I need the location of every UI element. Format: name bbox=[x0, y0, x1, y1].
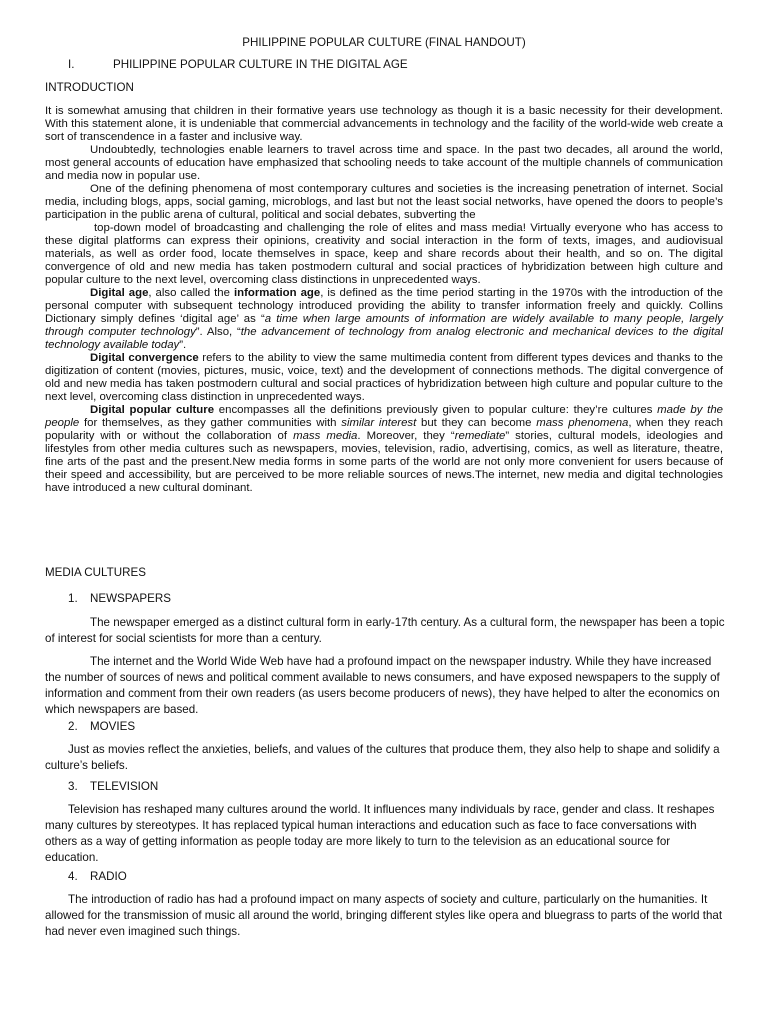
term-digital-popular-culture: Digital popular culture bbox=[90, 404, 215, 416]
text-run: ”. bbox=[179, 339, 187, 351]
radio-body bbox=[45, 892, 725, 940]
text-run: . Moreover, they “ bbox=[357, 430, 455, 442]
movies-body bbox=[45, 742, 725, 774]
text-run: , also called the bbox=[148, 287, 234, 299]
term-digital-convergence: Digital convergence bbox=[90, 352, 199, 364]
digital-age-paragraph bbox=[45, 287, 723, 352]
digital-popular-culture-paragraph bbox=[45, 404, 723, 495]
section-number: I. bbox=[68, 58, 75, 71]
digital-convergence-paragraph bbox=[45, 352, 723, 404]
movies-paragraph: Just as movies reflect the anxieties, beliefs, and values of the cultures that produce them, they also help to shape and solidify a culture’s beliefs. bbox=[45, 743, 720, 772]
term-information-age: information age bbox=[233, 287, 321, 299]
text-run: ” stories, cultural models, ideologies and lifestyles from other media cultures such as newspapers, movies, television, radio, advertising, comics, as well as literature, theatre, fine arts of the past and the present.New media forms in some parts of the world are not only more convenient for users because of their speed and accessibility, but are perceived to be more reliable sources of news.The internet, new media and digital technologies have introduced a new cultural dominant. bbox=[45, 430, 723, 494]
list-number: 2. bbox=[68, 720, 78, 733]
emphasis: remediate bbox=[454, 430, 506, 442]
introduction-body bbox=[45, 105, 723, 495]
emphasis: made by the people bbox=[45, 404, 723, 429]
intro-paragraph-2: Undoubtedly, technologies enable learners to travel across time and space. In the past two decades, all around the world, most general accounts of education have emphasized that schooling needs to take account of the multiple channels of communication and media now in popular use. bbox=[45, 144, 723, 182]
term-digital-age: Digital age bbox=[90, 287, 149, 299]
emphasis: mass media bbox=[293, 430, 358, 442]
text-run: , is defined as the time period starting in the 1970s with the introduction of the personal computer with subsequent technology introduced providing the ability to transfer information freely and quickly. Collins Dictionary simply defines ‘digital age’ as “ bbox=[45, 287, 723, 325]
media-cultures-heading: MEDIA CULTURES bbox=[45, 566, 146, 579]
list-item-movies bbox=[68, 720, 135, 733]
list-item-radio bbox=[68, 870, 127, 883]
radio-paragraph: The introduction of radio has had a profound impact on many aspects of society and culture, particularly on the humanities. It allowed for the transmission of music all around the world, bringing different styles like opera and bluegrass to parts of the world that had never even imagined such things. bbox=[45, 893, 723, 938]
text-run: but they can become bbox=[416, 417, 537, 429]
list-label: TELEVISION bbox=[90, 780, 159, 793]
section-title: PHILIPPINE POPULAR CULTURE IN THE DIGITAL AGE bbox=[113, 58, 408, 71]
quote-definition: a time when large amounts of information are widely available to many people, largely through computer technology bbox=[45, 313, 723, 338]
newspapers-paragraph-1: The newspaper emerged as a distinct cultural form in early-17th century. As a cultural form, the newspaper has been a topic of interest for social scientists for more than a century. bbox=[45, 616, 725, 645]
text-run: encompasses all the definitions previously given to popular culture: they’re cultures bbox=[214, 404, 658, 416]
text-run: ”. Also, “ bbox=[195, 326, 241, 338]
document-title: PHILIPPINE POPULAR CULTURE (FINAL HANDOUT) bbox=[242, 36, 526, 49]
list-label: MOVIES bbox=[90, 720, 136, 733]
text-run: refers to the ability to view the same multimedia content from different types devices and thanks to the digitization of content (movies, pictures, music, voice, text) and the development of connections methods. The digital convergence of old and new media has taken postmodern cultural and social practices of hybridization between high culture and popular culture to the next level, overcoming class distinction in unprecedented ways. bbox=[45, 352, 723, 403]
newspapers-paragraph-2: The internet and the World Wide Web have had a profound impact on the newspaper industry. While they have increased the number of sources of news and political comment available to news consumers, and have exposed newspapers to the supply of information and comment from their own readers (as users become producers of news), they have helped to alter the economics on which newspapers are based. bbox=[45, 655, 720, 716]
quote-definition: the advancement of technology from analog electronic and mechanical devices to the digital technology available today bbox=[45, 326, 723, 351]
list-label: RADIO bbox=[90, 870, 127, 883]
emphasis: similar interest bbox=[341, 417, 417, 429]
introduction-heading: INTRODUCTION bbox=[45, 81, 134, 94]
list-number: 4. bbox=[68, 870, 78, 883]
list-label: NEWSPAPERS bbox=[90, 592, 171, 605]
newspapers-body bbox=[45, 615, 725, 718]
emphasis: mass phenomena bbox=[536, 417, 629, 429]
intro-paragraph-4: top-down model of broadcasting and challenging the role of elites and mass media! Virtually everyone who has access to these digital platforms can express their opinions, creativity and social interaction in the form of texts, images, and audiovisual materials, as well as order food, locate themselves in space, keep and share records about their health, and so on. The digital convergence of old and new media has taken postmodern cultural and social practices of hybridization between high culture and popular culture to the next level, overcoming class distinctions in unprecedented ways. bbox=[45, 222, 723, 286]
list-number: 3. bbox=[68, 780, 78, 793]
list-item-television bbox=[68, 780, 158, 793]
text-run: for themselves, as they gather communities with bbox=[79, 417, 342, 429]
text-run: , when they reach popularity with or without the collaboration of bbox=[45, 417, 724, 442]
list-number: 1. bbox=[68, 592, 78, 605]
television-paragraph: Television has reshaped many cultures around the world. It influences many individuals by race, gender and class. It reshapes many cultures by stereotypes. It has replaced typical human interactions and education such as face to face conversations with others as a way of getting information as people today are more likely to turn to the television as an educational source for education. bbox=[45, 803, 715, 864]
intro-paragraph-1: It is somewhat amusing that children in their formative years use technology as though it is a basic necessity for their development. With this statement alone, it is undeniable that commercial advancements in technology and the facility of the world-wide web create a sort of transcendence in a faster and inclusive way. bbox=[45, 105, 723, 143]
list-item-newspapers bbox=[68, 592, 171, 605]
section-heading bbox=[68, 58, 408, 71]
intro-paragraph-3: One of the defining phenomena of most contemporary cultures and societies is the increasing penetration of internet. Social media, including blogs, apps, social gaming, microblogs, and last but not the least social networks, have opened the doors to people’s participation in the public arena of cultural, political and social debates, subverting the bbox=[45, 183, 723, 221]
television-body bbox=[45, 802, 725, 866]
